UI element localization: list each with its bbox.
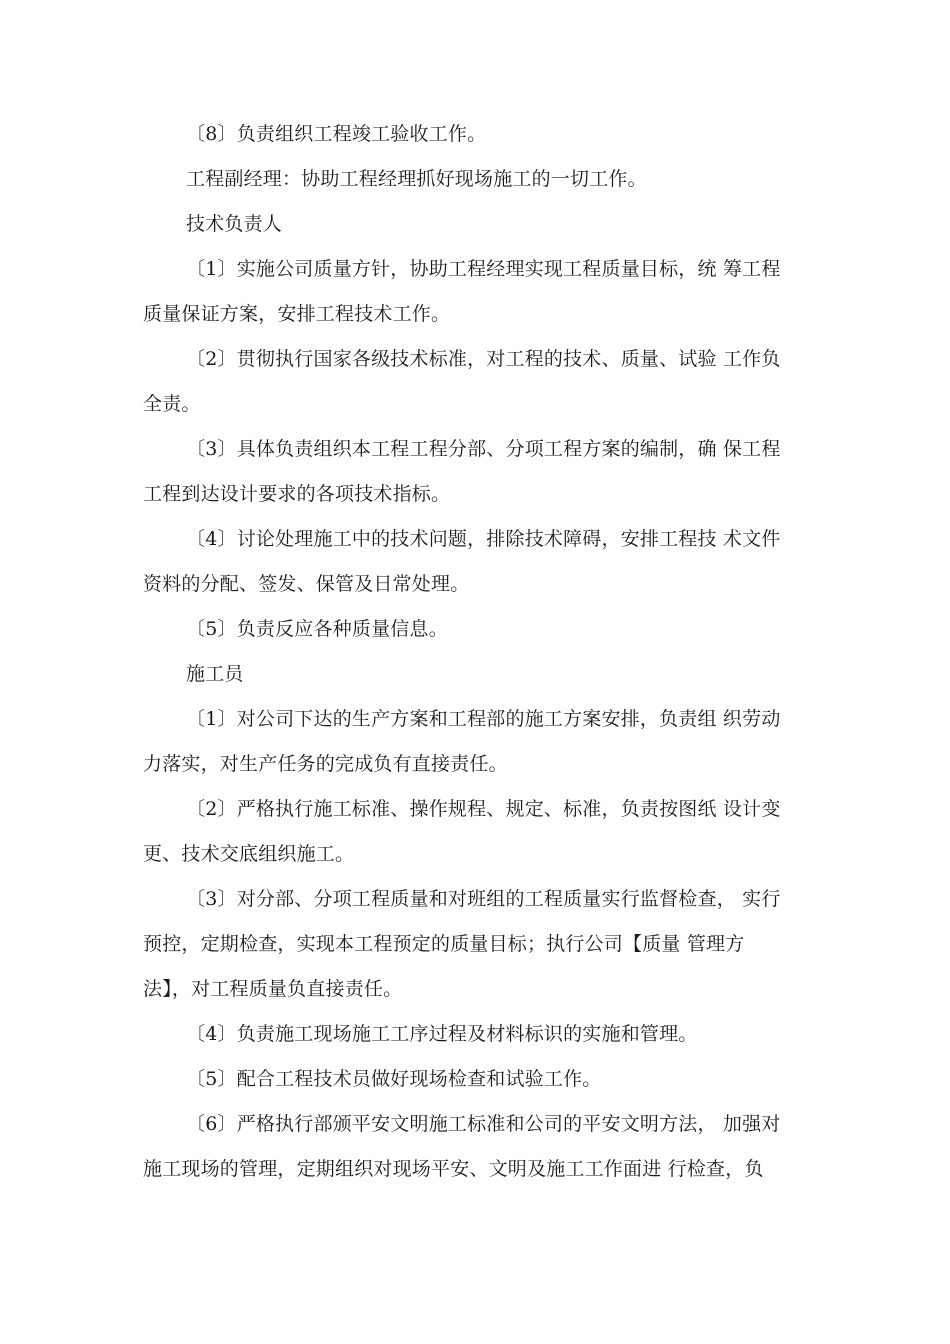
paragraph-8-completion [143,112,823,157]
paragraph-staff-5 [143,1057,823,1102]
text-line: 〔4〕负责施工现场施工工序过程及材料标识的实施和管理。 [186,1023,698,1045]
paragraph-tech-1 [143,247,823,337]
text-line: 法】，对工程质量负直接责任。 [143,978,403,1000]
text-line: 〔4〕讨论处理施工中的技术问题，排除技术障碍，安排工程技 术文件 [186,528,781,550]
paragraph-tech-3 [143,427,823,517]
paragraph-staff-3 [143,877,823,1012]
text-line: 更、技术交底组织施工。 [143,843,355,865]
text-line: 力落实，对生产任务的完成负有直接责任。 [143,753,508,775]
text-line: 全责。 [143,393,201,415]
text-line: 〔3〕具体负责组织本工程工程分部、分项工程方案的编制，确 保工程 [186,438,781,460]
text-line: 工程到达设计要求的各项技术指标。 [143,483,451,505]
paragraph-staff-4 [143,1012,823,1057]
paragraph-deputy-manager [143,157,823,202]
text-line: 〔8〕负责组织工程竣工验收工作。 [186,123,487,145]
paragraph-staff-2 [143,787,823,877]
text-line: 施工现场的管理，定期组织对现场平安、文明及施工工作面进 行检查，负 [143,1158,764,1180]
paragraph-staff-6 [143,1102,823,1192]
heading-technical-lead [143,202,823,247]
text-line: 资料的分配、签发、保管及日常处理。 [143,573,470,595]
document-body [143,112,823,1192]
text-line: 〔1〕对公司下达的生产方案和工程部的施工方案安排，负责组 织劳动 [186,708,781,730]
text-line: 〔2〕严格执行施工标准、操作规程、规定、标准，负责按图纸 设计变 [186,798,781,820]
paragraph-tech-4 [143,517,823,607]
text-line: 预控，定期检查，实现本工程预定的质量目标；执行公司【质量 管理方 [143,933,745,955]
text-line: 〔3〕对分部、分项工程质量和对班组的工程质量实行监督检查， 实行 [186,888,781,910]
heading-construction-staff [143,652,823,697]
text-line: 质量保证方案，安排工程技术工作。 [143,303,451,325]
paragraph-tech-2 [143,337,823,427]
text-line: 技术负责人 [186,213,283,235]
text-line: 〔6〕严格执行部颁平安文明施工标准和公司的平安文明方法， 加强对 [186,1113,781,1135]
text-line: 〔2〕贯彻执行国家各级技术标准，对工程的技术、质量、试验 工作负 [186,348,781,370]
text-line: 工程副经理：协助工程经理抓好现场施工的一切工作。 [186,168,647,190]
text-line: 〔5〕负责反应各种质量信息。 [186,618,448,640]
paragraph-staff-1 [143,697,823,787]
text-line: 〔5〕配合工程技术员做好现场检查和试验工作。 [186,1068,602,1090]
text-line: 施工员 [186,663,244,685]
paragraph-tech-5 [143,607,823,652]
text-line: 〔1〕实施公司质量方针，协助工程经理实现工程质量目标，统 筹工程 [186,258,781,280]
